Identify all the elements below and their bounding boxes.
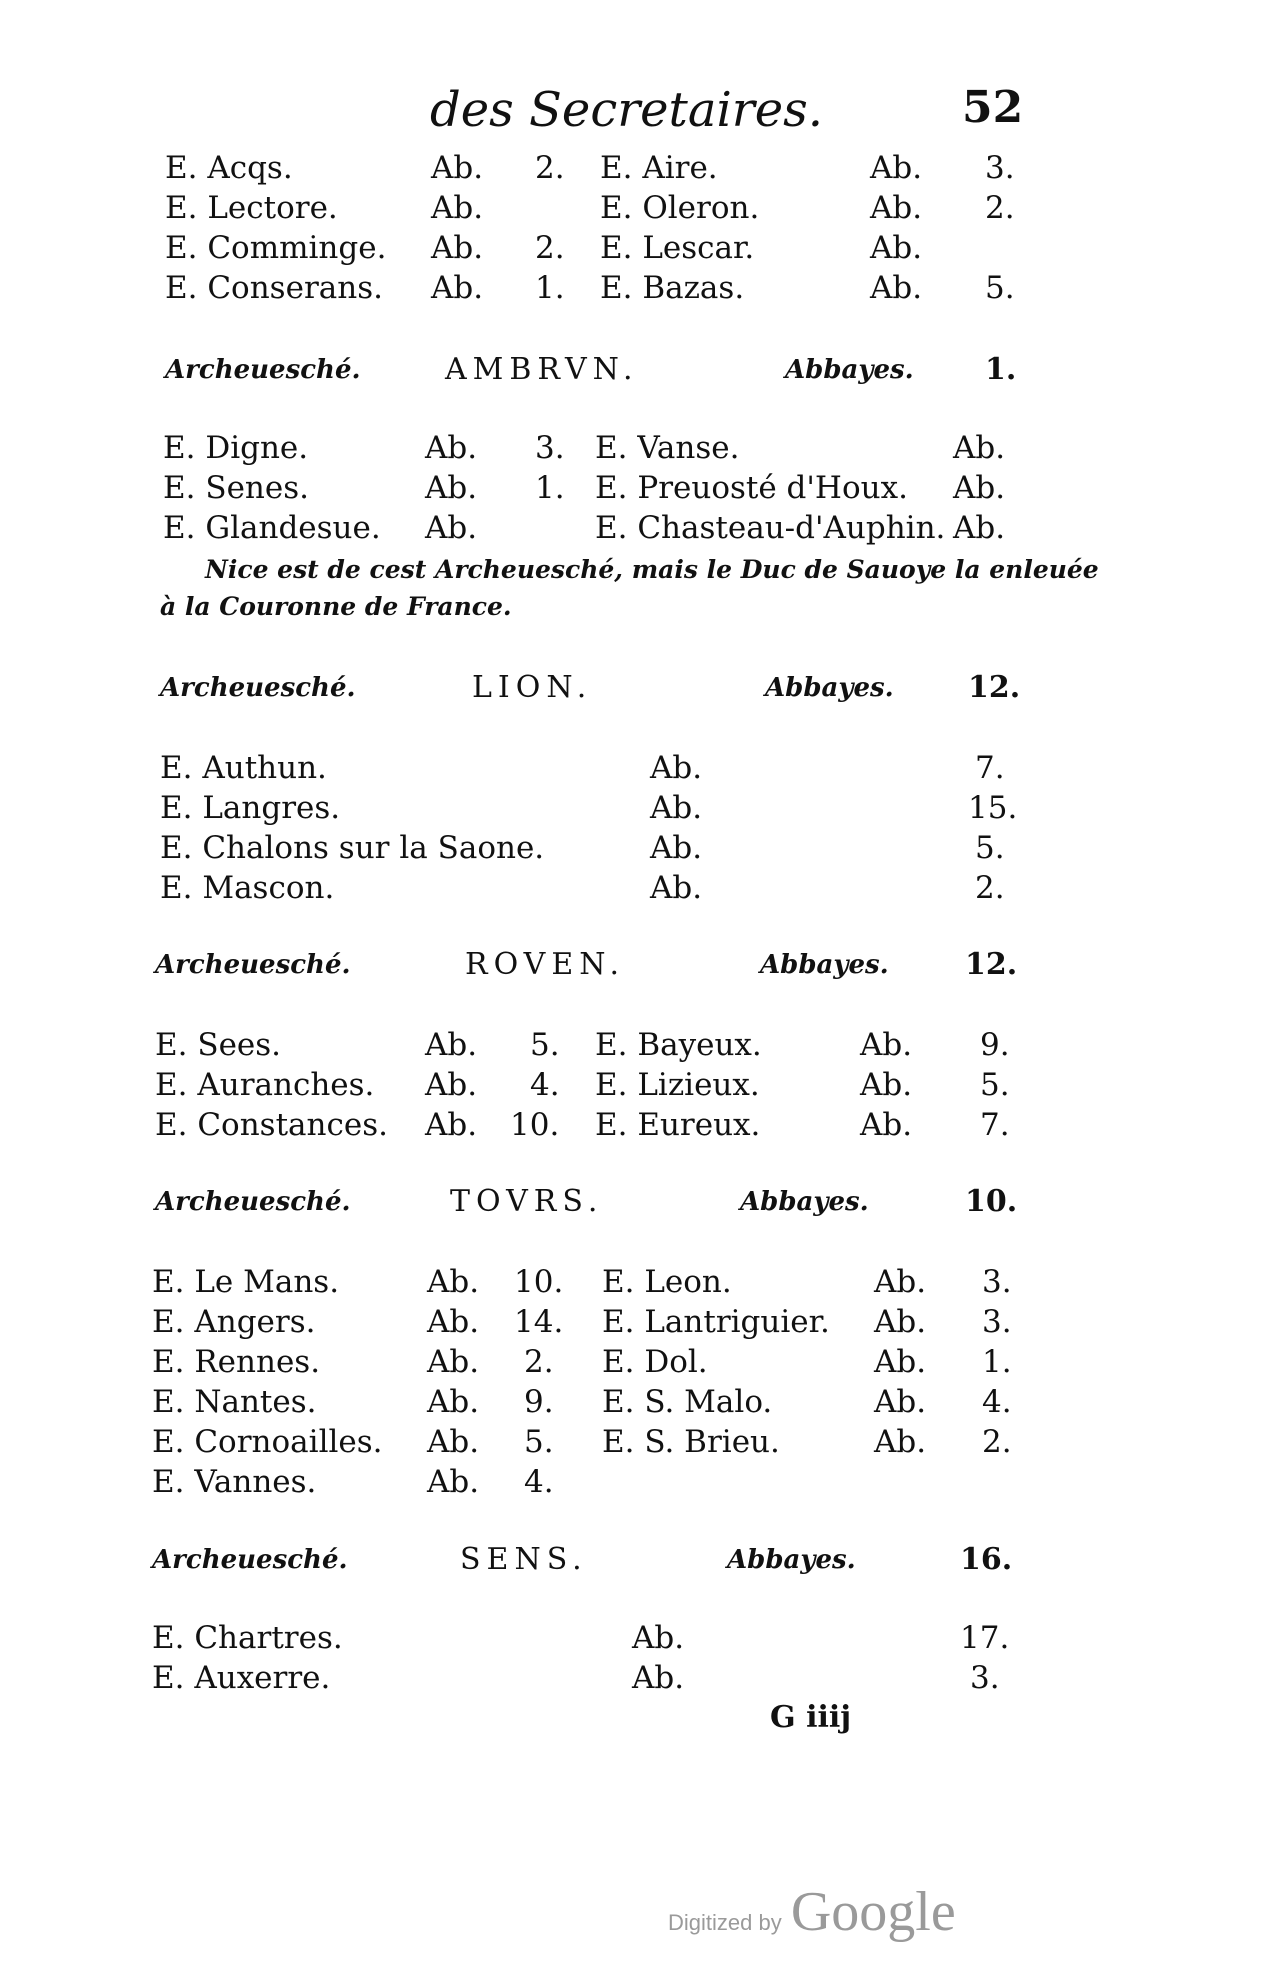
google-logo: Google: [790, 1881, 956, 1943]
signature-mark: G iiij: [770, 1700, 852, 1735]
note-line: Nice est de cest Archeuesché, mais le Duc de Sauoye la enleuée: [205, 555, 1099, 584]
page-number: 52: [962, 82, 1024, 133]
book-page: des Secretaires. 52 E. Acqs. Ab. 2. E. Aire. Ab. 3. E. Lectore. Ab. E. Oleron. Ab. 2. E. Comminge. Ab. 2. E. Lescar. Ab. E. Conserans. Ab. 1. E. Bazas. Ab. 5. Archeuesché. AMBRVN. Abbayes. 1. E. Digne. Ab. 3. E. Vanse. Ab. E. Senes. Ab. 1. E. Preuosté d'Houx. Ab. E. Glandesue. Ab. E. Chasteau-d'Auphin. Ab. Nice est de cest Archeuesché, mais le Duc de Sauoye la enleuée à la Couronne de France. Archeuesché. LION. Abbayes. 12. E. Authun. Ab. 7. E. Langres. Ab. 15. E. Chalons sur la Saone. Ab. 5. E. Mascon. Ab. 2. Archeuesché. ROVEN. Abbayes. 12. E. Sees. Ab. 5. E. Bayeux. Ab. 9. E. Auranches. Ab. 4. E. Lizieux. Ab. 5. E. Constances. Ab. 10. E. Eureux. Ab. 7. Archeuesché. TOVRS. Abbayes. 10. E. Le Mans. Ab. 10. E. Leon. Ab. 3. E. Angers. Ab. 14. E. Lantriguier. Ab. 3. E. Rennes. Ab. 2. E. Dol. Ab. 1. E. Nantes. Ab. 9. E. S. Malo. Ab. 4. E. Cornoailles. Ab. 5. E. S. Brieu. Ab. 2. E. Vannes. Ab. 4. Archeuesché. SENS. Abbayes. 16. E. Chartres. Ab. 17. E. Auxerre. Ab. 3. G iiij Digitized by Google: [152, 82, 1099, 1943]
digitized-watermark: [668, 1880, 956, 1944]
watermark-prefix: Digitized by: [668, 1910, 782, 1935]
running-title: des Secretaires.: [430, 82, 824, 138]
note-line: à la Couronne de France.: [160, 592, 512, 621]
